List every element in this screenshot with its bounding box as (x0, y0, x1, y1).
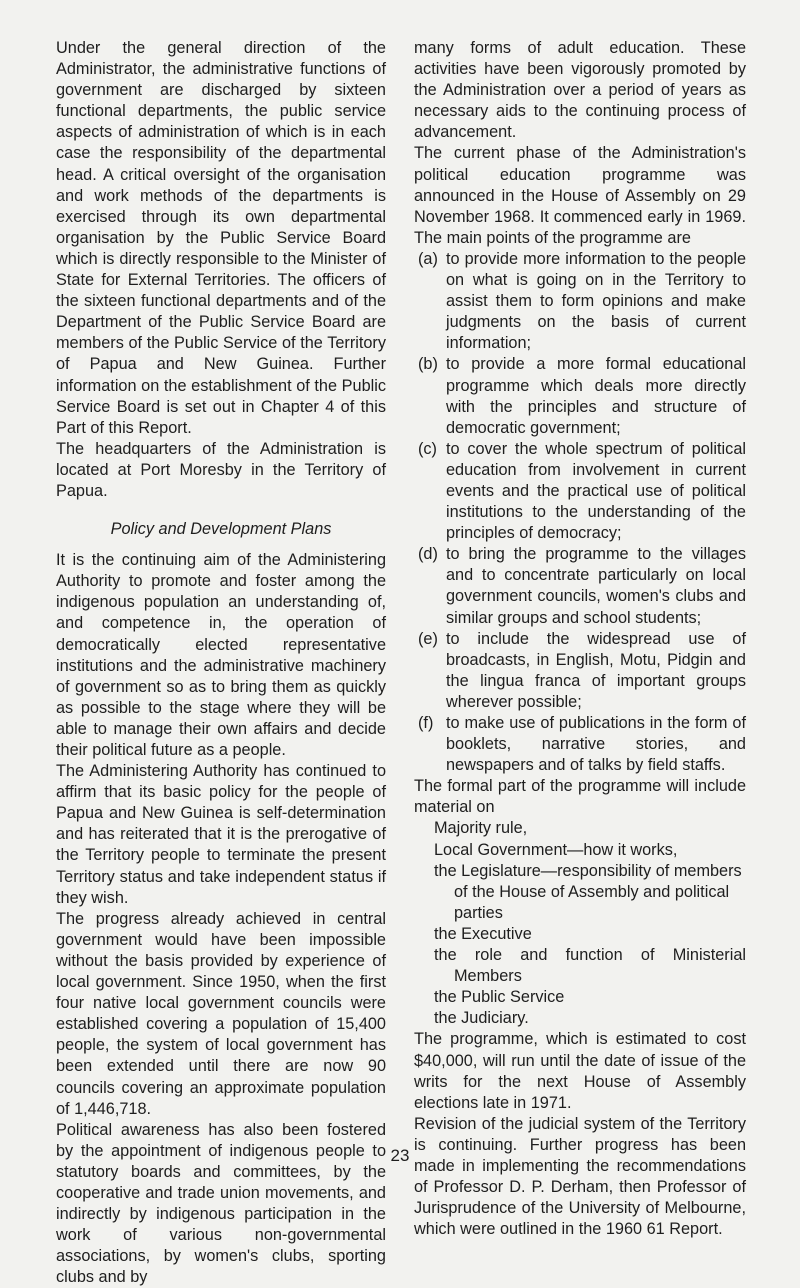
list-item (414, 354, 746, 438)
paragraph-adult-education: many forms of adult education. These activities have been vigorously promoted by the Administration over a period of years as necessary aids to the continuing process of advancement. (414, 39, 746, 142)
right-column (414, 38, 746, 1240)
list-item-text: to include the widespread use of broadcasts, in English, Motu, Pidgin and the lingua franca of important groups wherever possible; (446, 629, 746, 711)
list-item (414, 713, 746, 776)
topic-item: Majority rule, (434, 819, 528, 838)
list-item (414, 544, 746, 628)
list-item-label: (a) (418, 249, 438, 268)
topic-item: the role and function of Ministerial Members (434, 946, 746, 986)
topic-item: Local Government—how it works, (434, 840, 678, 859)
list-item-text: to provide more information to the people on what is going on in the Territory to assist them to form opinions and make judgments on the basis of current information; (446, 249, 746, 353)
list-item-label: (f) (418, 714, 434, 732)
paragraph-administration-functions: Under the general direction of the Administrator, the administrative functions of government are discharged by sixteen functional departments, the public service aspects of administration of which is in each case the responsibility of the departmental head. A critical oversight of the organisation and work methods of the departments is exercised through its own departmental organisation by the Public Service Board which is directly responsible to the Minister of State for External Territories. The officers of the sixteen functional departments and of the Department of the Public Service Board are members of the Public Service of the Territory of Papua and New Guinea. Further information on the establishment of the Public Service Board is set out in Chapter 4 of this Part of this Report. (56, 39, 386, 437)
paragraph-judicial-revision: Revision of the judicial system of the Territory is continuing. Further progress has been made in implementing the recommendations of Professor D. P. Derham, then Professor of Jurisprudence of the University of Melbourne, which were outlined in the 1960 61 Report. (414, 1114, 746, 1239)
topic-item: the Public Service (434, 988, 565, 1007)
paragraph-political-education-programme: The current phase of the Administration's political education programme was announced in the House of Assembly on 29 November 1968. It commenced early in 1969. The main points of the programme are (414, 144, 746, 247)
paragraph-continuing-aim: It is the continuing aim of the Administering Authority to promote and foster among the indigenous population an understanding of, and competence in, the operation of democratically elected representative institutions and the administrative machinery of government so as to bring them as quickly as possible to the stage where they will be able to manage their own affairs and decide their political future as a people. (56, 551, 386, 759)
paragraph-local-government-progress: The progress already achieved in central government would have been impossible without the basis provided by experience of local government. Since 1950, when the first four native local government councils were established covering a population of 15,400 people, the system of local government has been extended until there are now 90 councils covering an approximate population of 1,446,718. (56, 909, 386, 1118)
page-number: 23 (390, 1146, 410, 1165)
left-column (56, 38, 386, 1288)
paragraph-headquarters: The headquarters of the Administration is located at Port Moresby in the Territory of Papua. (56, 439, 386, 500)
paragraph-basic-policy: The Administering Authority has continued to affirm that its basic policy for the people of Papua and New Guinea is self-determination and has reiterated that it is the prerogative of the Territory people to terminate the present Territory status and take independent status if they wish. (56, 762, 386, 907)
list-item-text: to bring the programme to the villages and to concentrate particularly on local government councils, women's clubs and similar groups and school students; (446, 545, 746, 627)
paragraph-political-awareness: Political awareness has also been fostered by the appointment of indigenous people to statutory boards and committees, by the cooperative and trade union movements, and indirectly by indigenous participation in the work of various non-governmental associations, by women's clubs, sporting clubs and by (56, 1120, 386, 1287)
list-item-label: (d) (418, 545, 438, 564)
list-item (414, 439, 746, 544)
topic-item: the Judiciary. (434, 1009, 529, 1028)
list-item (414, 629, 746, 713)
programme-points-list (414, 249, 746, 776)
topic-item: the Executive (434, 924, 532, 943)
list-item-text: to provide a more formal educational programme which deals more directly with the principles and structure of democratic government; (446, 355, 746, 437)
list-item-label: (c) (418, 439, 437, 458)
list-item-text: to make use of publications in the form of booklets, narrative stories, and newspapers and of talks by field staffs. (446, 714, 746, 775)
paragraph-programme-cost: The programme, which is estimated to cost $40,000, will run until the date of issue of the writs for the next House of Assembly elections late in 1971. (414, 1030, 746, 1112)
section-heading-policy: Policy and Development Plans (110, 520, 332, 539)
programme-topics-list (414, 818, 746, 1029)
paragraph-formal-part: The formal part of the programme will include material on (414, 777, 746, 817)
list-item-label: (e) (418, 629, 438, 648)
list-item (414, 249, 746, 354)
topic-item: the Legislature—responsibility of members of the House of Assembly and political parties (434, 861, 742, 922)
list-item-label: (b) (418, 355, 438, 374)
list-item-text: to cover the whole spectrum of political education from involvement in current events and the practical use of political institutions to the understanding of the principles of democracy; (446, 439, 746, 543)
